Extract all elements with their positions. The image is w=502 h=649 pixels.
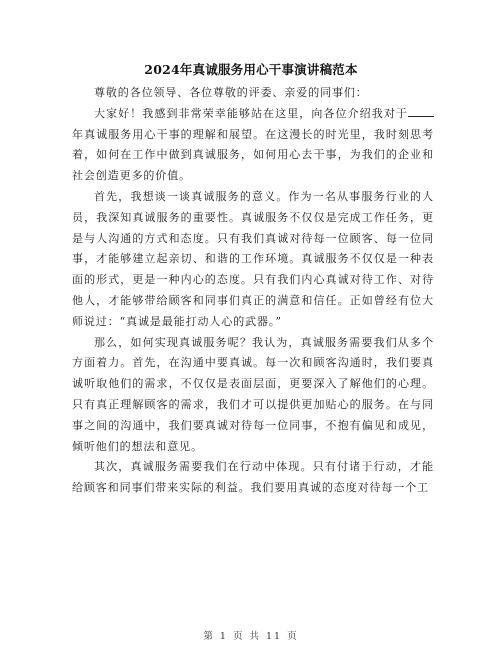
action-paragraph: 其次，真诚服务需要我们在行动中体现。只有付诸于行动，才能给顾客和同事们带来实际的利益。我们要用真诚的态度对待每一个工 [72, 460, 434, 495]
intro-paragraph [72, 104, 434, 187]
how-to-paragraph: 那么，如何实现真诚服务呢？我认为，真诚服务需要我们从多个方面着力。首先，在沟通中要真诚。每一次和顾客沟通时，我们要真诚听取他们的需求，不仅仅是表面层面，更要深入了解他们的心理。只有真正理解顾客的需求，我们才可以提供更加贴心的服务。在与同事之间的沟通中，我们要真诚对待每一位同事，不抱有偏见和成见，倾听他们的想法和意见。 [72, 335, 434, 453]
intro-text-start: 大家好！我感到非常荣幸能够站在这里，向各位介绍我对于 [94, 106, 408, 120]
document-body [72, 83, 434, 499]
page-footer: 第 1 页 共 11 页 [203, 631, 299, 642]
fill-in-blank [408, 105, 434, 117]
meaning-paragraph: 首先，我想谈一谈真诚服务的意义。作为一名从事服务行业的人员，我深知真诚服务的重要性。真诚服务不仅仅是完成工作任务，更是与人沟通的方式和态度。只有我们真诚对待每一位顾客、每一位同事，才能够建立起亲切、和谐的工作环境。真诚服务不仅仅是一种表面的形式，更是一种内心的态度。只有我们内心真诚对待工作、对待他人，才能够带给顾客和同事们真正的满意和信任。正如曾经有位大师说过：“真诚是最能打动人心的武器。” [72, 189, 434, 328]
greeting-paragraph: 尊敬的各位领导、各位尊敬的评委、亲爱的同事们： [94, 86, 368, 99]
intro-text-end: 年真诚服务用心干事的理解和展望。在这漫长的时光里，我时刻思考着，如何在工作中做到真诚服务，如何用心去干事，为我们的企业和社会创造更多的价值。 [72, 127, 434, 183]
document-title: 2024年真诚服务用心干事演讲稿范本 [144, 62, 358, 77]
